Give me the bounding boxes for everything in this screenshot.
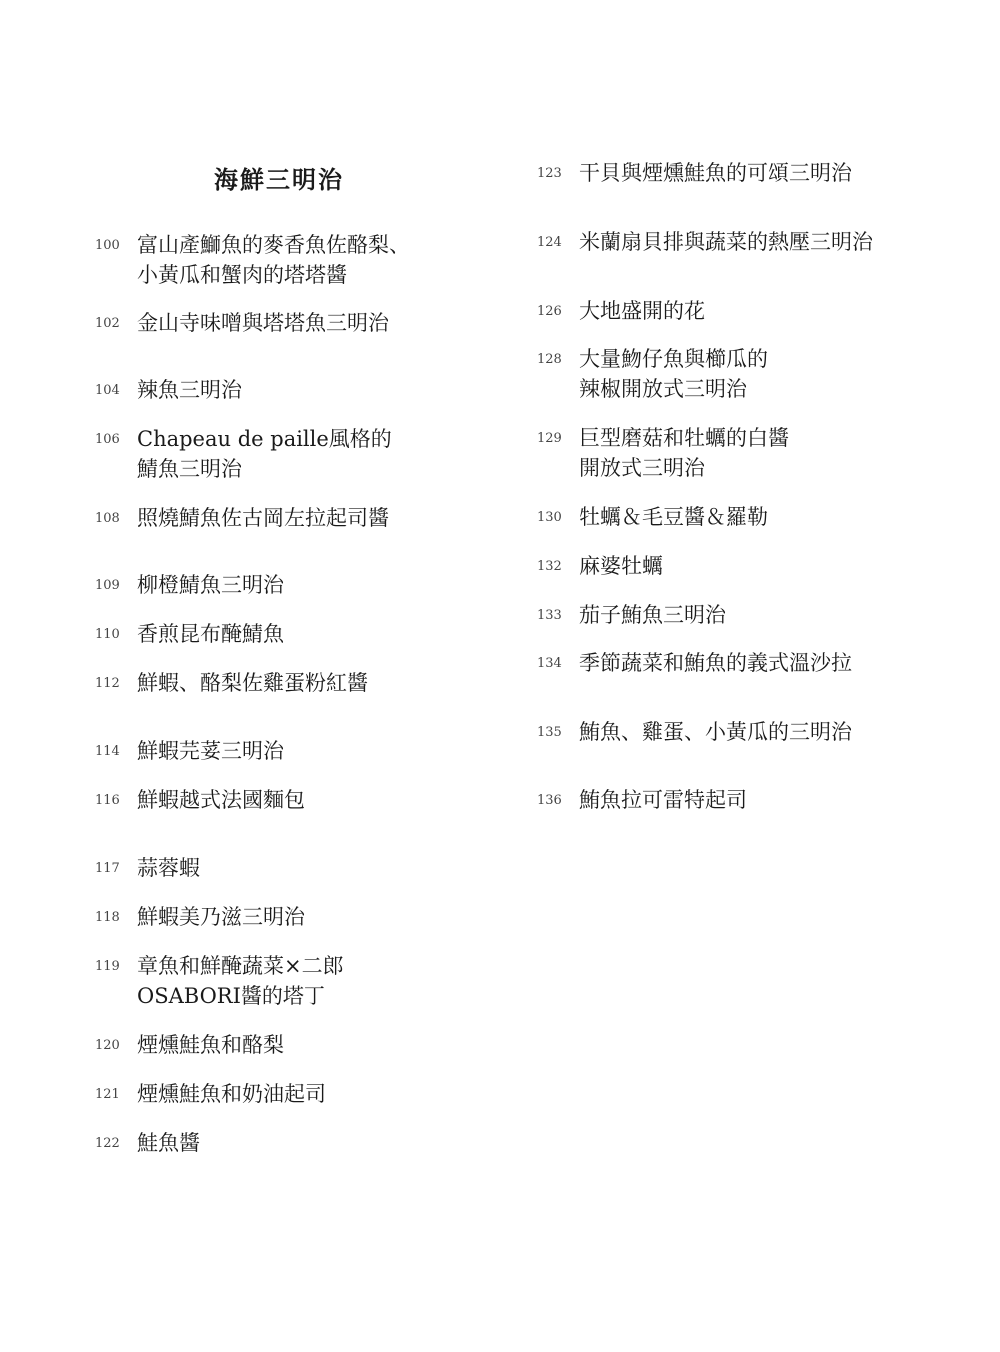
item-number: 120: [95, 1038, 120, 1053]
item-name: [137, 1128, 200, 1158]
item-number: 130: [537, 510, 562, 525]
item-name-line: 米蘭扇貝排與蔬菜的熱壓三明治: [579, 230, 873, 254]
item-name-line: 巨型磨菇和牡蠣的白醬: [579, 426, 789, 450]
item-number: 116: [95, 793, 120, 808]
item-number: 132: [537, 559, 562, 574]
item-name-line: 牡蠣＆毛豆醬＆羅勒: [579, 505, 768, 529]
item-name: [137, 951, 344, 1011]
item-name-line: 照燒鯖魚佐古岡左拉起司醬: [137, 506, 389, 530]
item-name-line: 柳橙鯖魚三明治: [137, 573, 284, 597]
item-name-line: 富山產鰤魚的麥香魚佐酪梨、: [137, 233, 410, 257]
item-number: 118: [95, 910, 120, 925]
item-name-line: 金山寺味噌與塔塔魚三明治: [137, 311, 389, 335]
item-name-line: 茄子鮪魚三明治: [579, 603, 726, 627]
item-name-line: 辣魚三明治: [137, 378, 242, 402]
item-name: [579, 227, 873, 257]
item-number: 112: [95, 676, 120, 691]
item-name-line: 麻婆牡蠣: [579, 554, 663, 578]
item-number: 135: [537, 725, 562, 740]
item-name-line: 鮪魚、雞蛋、小黃瓜的三明治: [579, 720, 852, 744]
item-name: [579, 502, 768, 532]
item-name-line: 鮭魚醬: [137, 1131, 200, 1155]
item-name: [137, 619, 284, 649]
item-name-line: 大量魩仔魚與櫛瓜的: [579, 347, 768, 371]
item-number: 122: [95, 1136, 120, 1151]
item-number: 129: [537, 431, 562, 446]
item-name-line: 鮪魚拉可雷特起司: [579, 788, 747, 812]
item-number: 123: [537, 166, 562, 181]
item-name-line: 蒜蓉蝦: [137, 856, 200, 880]
item-name-line: 鮮蝦芫荽三明治: [137, 739, 284, 763]
item-name-line: 香煎昆布醃鯖魚: [137, 622, 284, 646]
item-name: [137, 853, 200, 883]
item-number: 109: [95, 578, 120, 593]
item-name: [579, 158, 852, 188]
item-name-line: 煙燻鮭魚和奶油起司: [137, 1082, 326, 1106]
item-name-line: 干貝與煙燻鮭魚的可頌三明治: [579, 161, 852, 185]
item-name: [579, 600, 726, 630]
item-number: 106: [95, 432, 120, 447]
item-name: [137, 424, 392, 484]
item-number: 114: [95, 744, 120, 759]
item-name: [137, 785, 305, 815]
item-name-line: 鮮蝦美乃滋三明治: [137, 905, 305, 929]
item-name: [137, 230, 410, 290]
item-name: [579, 785, 747, 815]
item-name-line: 大地盛開的花: [579, 299, 705, 323]
item-name-line: 鯖魚三明治: [137, 457, 242, 481]
item-number: 110: [95, 627, 120, 642]
item-number: 124: [537, 235, 562, 250]
item-number: 100: [95, 238, 120, 253]
item-name: [137, 375, 242, 405]
item-number: 117: [95, 861, 120, 876]
item-name-line: 小黃瓜和蟹肉的塔塔醬: [137, 263, 347, 287]
item-name: [137, 736, 284, 766]
item-name: [579, 551, 663, 581]
item-name: [137, 1030, 284, 1060]
section-title: 海鮮三明治: [214, 165, 344, 194]
item-name: [137, 1079, 326, 1109]
item-name-line: 季節蔬菜和鮪魚的義式溫沙拉: [579, 651, 852, 675]
item-number: 119: [95, 959, 120, 974]
item-name: [579, 423, 789, 483]
item-name-line: 章魚和鮮醃蔬菜×二郎: [137, 954, 344, 978]
item-name: [579, 344, 768, 404]
item-name: [137, 668, 368, 698]
item-name: [137, 570, 284, 600]
item-number: 134: [537, 656, 562, 671]
item-name-line: 開放式三明治: [579, 456, 705, 480]
item-number: 128: [537, 352, 562, 367]
item-number: 104: [95, 383, 120, 398]
item-number: 102: [95, 316, 120, 331]
item-name: [579, 717, 852, 747]
item-name: [137, 308, 389, 338]
item-name: [579, 296, 705, 326]
item-name-line: Chapeau de paille風格的: [137, 427, 392, 451]
item-number: 136: [537, 793, 562, 808]
item-name-line: OSABORI醬的塔丁: [137, 984, 325, 1008]
item-number: 121: [95, 1087, 120, 1102]
item-name-line: 煙燻鮭魚和酪梨: [137, 1033, 284, 1057]
item-name: [137, 503, 389, 533]
item-name: [137, 902, 305, 932]
item-number: 133: [537, 608, 562, 623]
item-name-line: 鮮蝦越式法國麵包: [137, 788, 305, 812]
item-name-line: 鮮蝦、酪梨佐雞蛋粉紅醬: [137, 671, 368, 695]
item-name: [579, 648, 852, 678]
item-number: 108: [95, 511, 120, 526]
item-number: 126: [537, 304, 562, 319]
item-name-line: 辣椒開放式三明治: [579, 377, 747, 401]
